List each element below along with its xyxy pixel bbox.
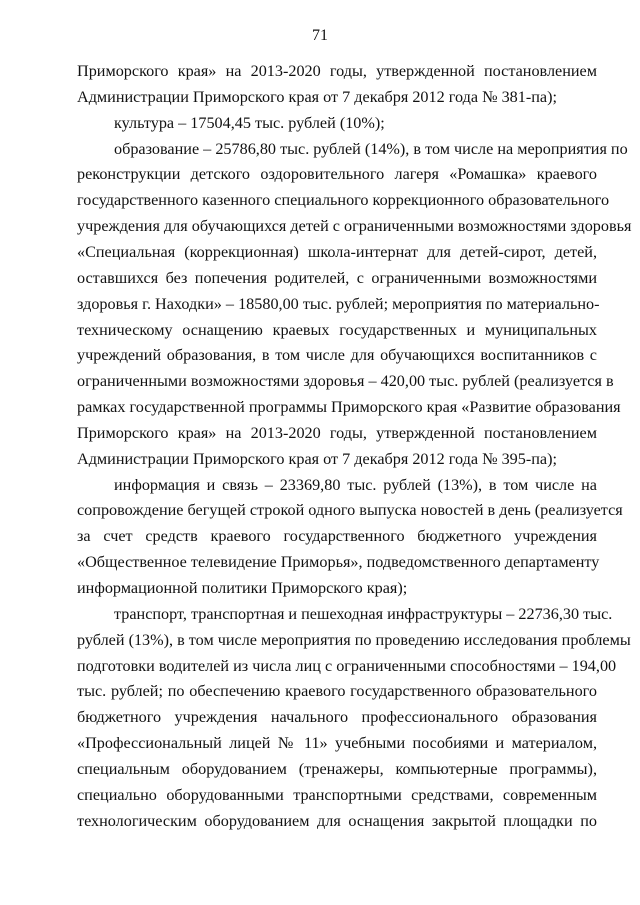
text-line: технологическим оборудованием для оснащения закрытой площадки по	[77, 812, 597, 830]
text-line: за счет средств краевого государственного бюджетного учреждения	[77, 527, 597, 545]
text-line: реконструкции детского оздоровительного лагеря «Ромашка» краевого	[77, 165, 597, 183]
page-number: 71	[312, 27, 328, 44]
text-line: техническому оснащению краевых государственных и муниципальных	[77, 321, 597, 339]
text-line: «Профессиональный лицей № 11» учебными пособиями и материалом,	[77, 734, 597, 752]
text-line: ограниченными возможностями здоровья – 420,00 тыс. рублей (реализуется в	[77, 372, 614, 390]
text-line: Администрации Приморского края от 7 декабря 2012 года № 381-па);	[77, 88, 557, 106]
text-line: здоровья г. Находки» – 18580,00 тыс. рублей; мероприятия по материально-	[77, 295, 600, 313]
text-line: подготовки водителей из числа лиц с ограниченными способностями – 194,00	[77, 657, 617, 675]
text-line: транспорт, транспортная и пешеходная инфраструктуры – 22736,30 тыс.	[114, 605, 613, 623]
text-line: Приморского края» на 2013-2020 годы, утвержденной постановлением	[77, 424, 597, 442]
text-line: бюджетного учреждения начального профессионального образования	[77, 708, 597, 726]
text-line: оставшихся без попечения родителей, с ограниченными возможностями	[77, 269, 597, 287]
text-line: «Специальная (коррекционная) школа-интернат для детей-сирот, детей,	[77, 243, 597, 261]
text-line: тыс. рублей; по обеспечению краевого государственного образовательного	[77, 682, 597, 700]
text-line: государственного казенного специального коррекционного образовательного	[77, 191, 610, 209]
text-line: образование – 25786,80 тыс. рублей (14%), в том числе на мероприятия по	[114, 140, 628, 158]
text-line: культура – 17504,45 тыс. рублей (10%);	[114, 114, 385, 132]
text-line: учреждений образования, в том числе для обучающихся воспитанников с	[77, 346, 597, 364]
text-line: Приморского края» на 2013-2020 годы, утвержденной постановлением	[77, 62, 597, 80]
text-line: сопровождение бегущей строкой одного выпуска новостей в день (реализуется	[77, 501, 623, 519]
text-line: специальным оборудованием (тренажеры, компьютерные программы),	[77, 760, 597, 778]
text-line: «Общественное телевидение Приморья», подведомственного департаменту	[77, 553, 600, 571]
text-line: рублей (13%), в том числе мероприятия по проведению исследования проблемы	[77, 631, 631, 649]
text-line: рамках государственной программы Приморского края «Развитие образования	[77, 398, 621, 416]
text-line: специально оборудованными транспортными средствами, современным	[77, 786, 597, 804]
text-line: информация и связь – 23369,80 тыс. рублей (13%), в том числе на	[114, 476, 597, 494]
text-line: информационной политики Приморского края);	[77, 579, 408, 597]
text-line: учреждения для обучающихся детей с ограниченными возможностями здоровья	[77, 217, 632, 235]
text-line: Администрации Приморского края от 7 декабря 2012 года № 395-па);	[77, 450, 557, 468]
